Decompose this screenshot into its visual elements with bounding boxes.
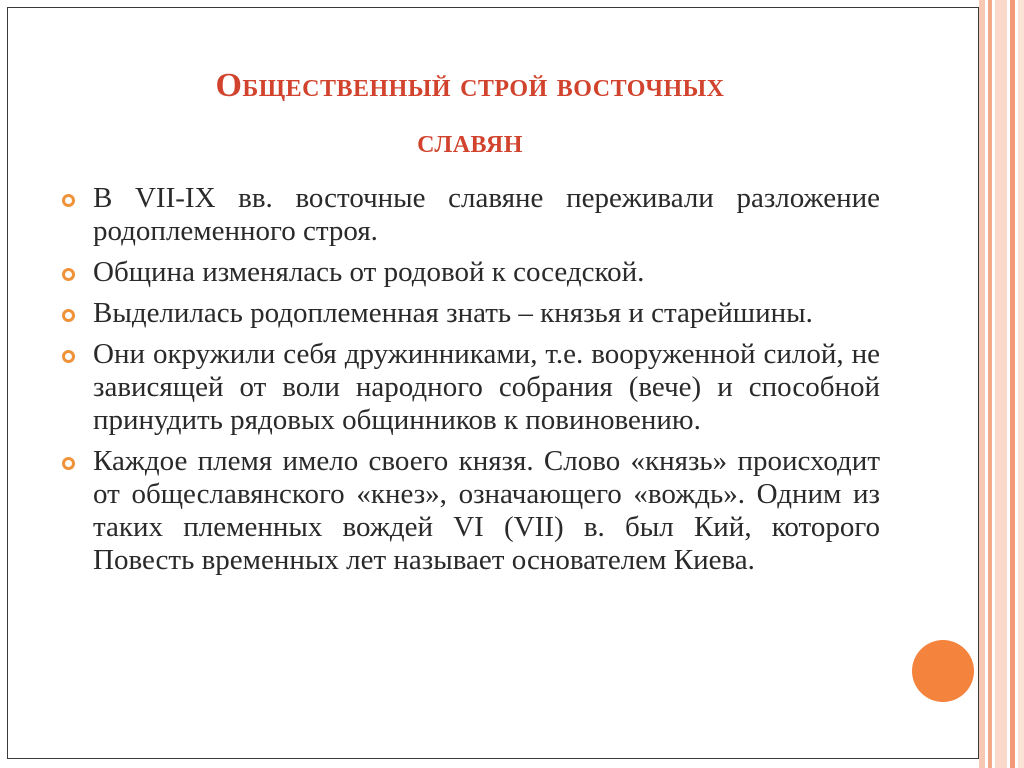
bullet-text: Они окружили себя дружинниками, т.е. вооруженной силой, не зависящей от воли народного собрания (вече) и способной принудить рядовых общинников к повиновению. <box>93 338 880 436</box>
bullet-text: Выделилась родоплеменная знать – князья и старейшины. <box>93 297 813 329</box>
slide-title-line-1: Общественный строй восточных <box>215 67 725 104</box>
bullet-item <box>62 182 880 248</box>
bullet-item <box>62 297 880 330</box>
ring-bullet-icon <box>62 350 75 363</box>
right-stripe-decoration <box>979 0 1024 768</box>
stripe <box>1010 0 1015 768</box>
ring-bullet-icon <box>62 309 75 322</box>
ring-bullet-icon <box>62 268 75 281</box>
bullet-text: В VII-IX вв. восточные славяне переживали разложение родоплеменного строя. <box>93 182 880 247</box>
ring-bullet-icon <box>62 194 75 207</box>
stripe <box>995 0 1007 768</box>
bullet-item <box>62 256 880 289</box>
bullet-text: Каждое племя имело своего князя. Слово «князь» происходит от общеславянского «кнез», означающего «вождь». Одним из таких племенных вождей VI (VII) в. был Кий, которого Повесть временных лет называет основателем Киева. <box>93 445 880 576</box>
bullet-list <box>62 182 880 585</box>
stripe <box>1018 0 1024 768</box>
slide-title-line-2: славян <box>417 123 523 160</box>
stripe <box>979 0 985 768</box>
orange-circle-decoration <box>912 640 974 702</box>
ring-bullet-icon <box>62 457 75 470</box>
bullet-item <box>62 338 880 437</box>
bullet-text: Община изменялась от родовой к соседской. <box>93 256 645 288</box>
slide-title <box>60 58 880 170</box>
bullet-item <box>62 445 880 577</box>
stripe <box>988 0 992 768</box>
